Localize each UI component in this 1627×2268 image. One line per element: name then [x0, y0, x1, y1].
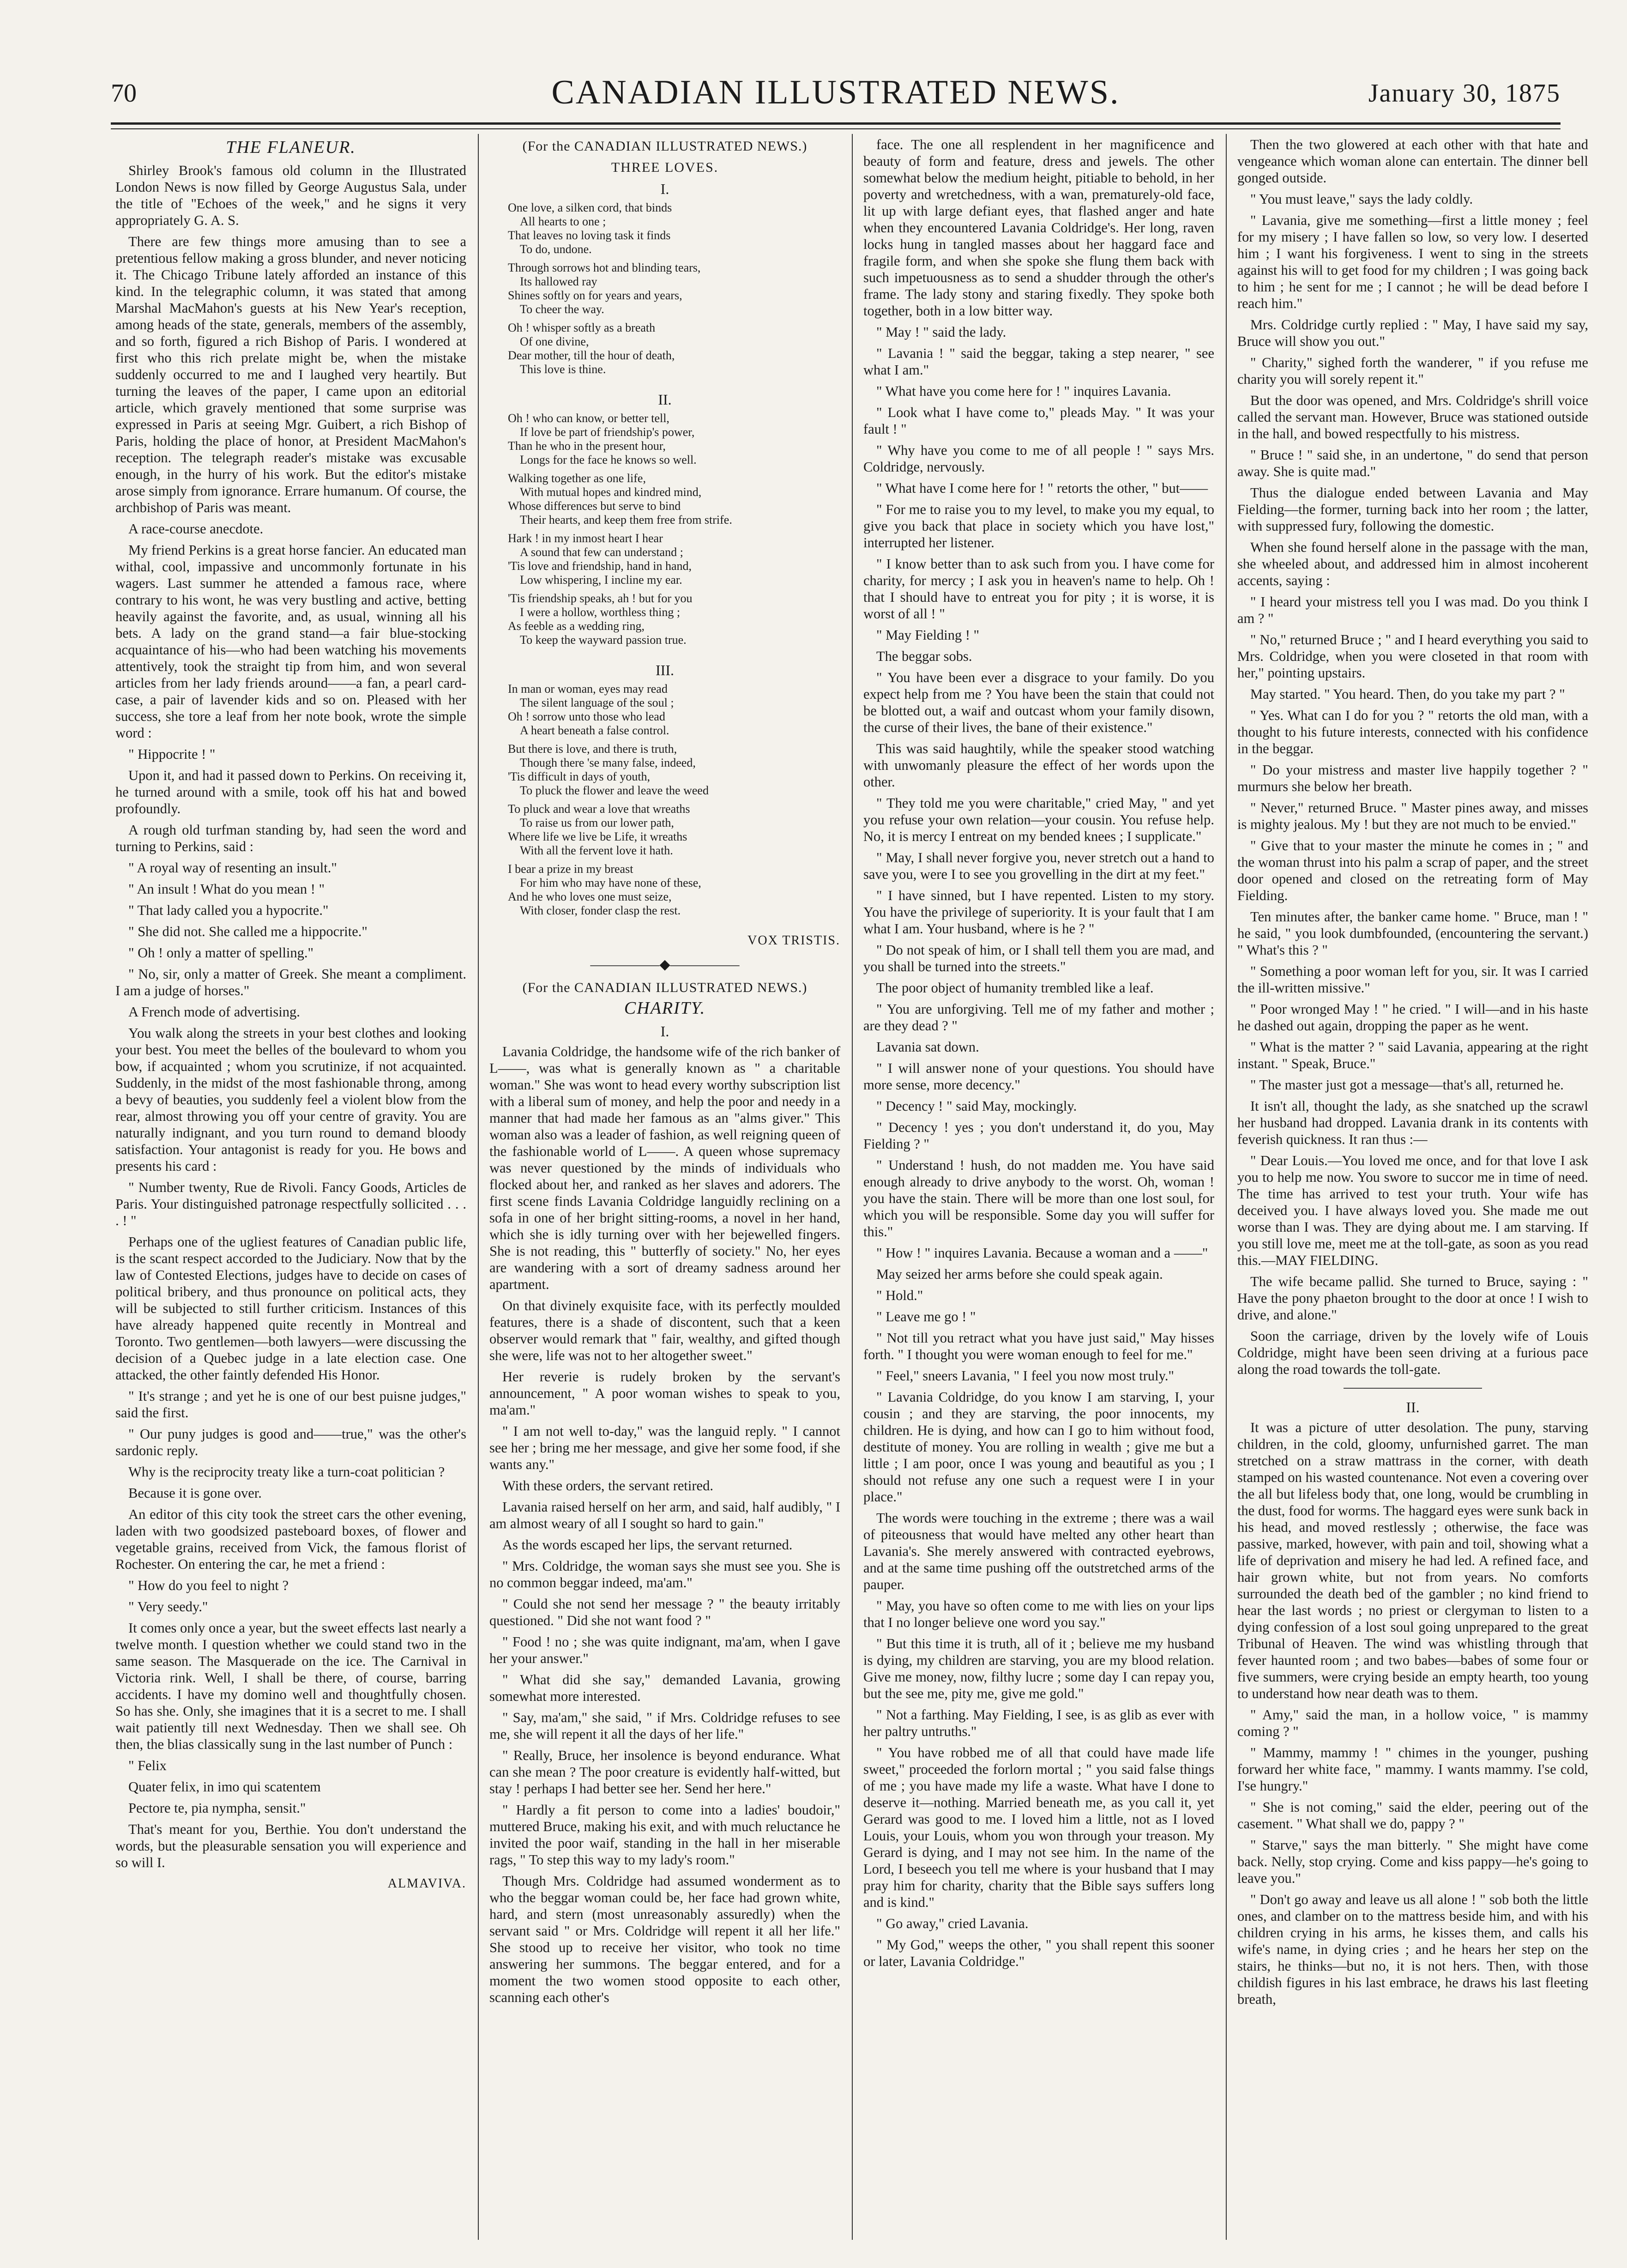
story-paragraph: " Why have you come to me of all people ! " says Mrs. Coldridge, nervously.	[863, 442, 1214, 475]
story-paragraph: With these orders, the servant retired.	[502, 1478, 713, 1494]
story-paragraph: Then the two glowered at each other with that hate and vengeance which woman alone can entertain. The dinner bell gonged outside.	[1237, 137, 1588, 186]
story-paragraph: " May, I shall never forgive you, never stretch out a hand to save you, were I to see you grovelling in the dirt at my feet."	[863, 850, 1214, 882]
flaneur-paragraph: " That lady called you a hypocrite."	[128, 902, 329, 918]
poem-part-three	[508, 682, 840, 922]
story-paragraph: " May ! " said the lady.	[876, 324, 1006, 340]
flaneur-paragraph: " It's strange ; and yet he is one of our best puisne judges," said the first.	[115, 1388, 466, 1421]
poem-line: 'Tis difficult in days of youth,	[508, 770, 651, 783]
flaneur-paragraph: Pectore te, pia nympha, sensit."	[128, 1800, 306, 1816]
story-paragraph: " Hardly a fit person to come into a ladies' boudoir," muttered Bruce, making his exit, and with much reluctance he invited the poor waif, standing in the hall in her miserable rags, " To step this way to my lady's room."	[489, 1802, 840, 1868]
story-paragraph: " Look what I have come to," pleads May. " It was your fault ! "	[863, 405, 1214, 437]
story-paragraph: " Could she not send her message ? " the beauty irritably questioned. " Did she not want food ? "	[489, 1596, 840, 1628]
flaneur-paragraph: Upon it, and had it passed down to Perkins. On receiving it, he turned around with a smile, took off his hat and bowed profoundly.	[115, 768, 466, 816]
poem-line: To raise us from our lower path,	[520, 816, 674, 829]
story-paragraph: " May Fielding ! "	[876, 627, 980, 643]
flaneur-paragraph: Quater felix, in imo qui scatentem	[128, 1779, 321, 1795]
story-paragraph: " Dear Louis.—You loved me once, and for that love I ask you to help me now. You swore to succor me in time of need. The time has arrived to test your truth. Your wife has deceived you. I have always loved you. She made me out worse than I was. They are dying about me. I am starving. If you still love me, meet me at the toll-gate, as soon as you read this.—MAY FIELDING.	[1237, 1153, 1588, 1268]
story-paragraph: May started. " You heard. Then, do you take my part ? "	[1250, 686, 1565, 702]
story-body-col3	[863, 136, 1214, 1970]
story-paragraph: " I will answer none of your questions. You should have more sense, more decency."	[863, 1060, 1214, 1093]
story-paragraph: " Charity," sighed forth the wanderer, " if you refuse me charity you will sorely repent it."	[1237, 355, 1588, 387]
story-paragraph: " Don't go away and leave us all alone ! " sob both the little ones, and clamber on to the mattress beside him, and with his children crying in his arms, he kisses them, and calls his wife's name, in dying cries ; and he hears her step on the stairs, he thinks—but no, it is not hers. Then, with those childish figures in his last embrace, he draws his last fleeting breath,	[1237, 1892, 1588, 2007]
poem-line: To pluck and wear a love that wreaths	[508, 802, 690, 816]
story-paragraph: " Hold."	[876, 1288, 923, 1303]
story-paragraph: It isn't all, thought the lady, as she snatched up the scrawl her husband had dropped. Lavania drank in its contents with feverish quickness. It ran thus :—	[1237, 1098, 1588, 1147]
poem-part-one	[508, 201, 840, 381]
story-paragraph: Ten minutes after, the banker came home. " Bruce, man ! " he said, " you look dumbfounded, (encountering the servant.) " What's this ? "	[1237, 909, 1588, 958]
poem-part-two	[508, 411, 840, 652]
poem-line: Their hearts, and keep them free from strife.	[520, 513, 732, 526]
poem-line: Oh ! who can know, or better tell,	[508, 411, 669, 425]
poem-line: Than he who in the present hour,	[508, 439, 666, 453]
story-paragraph: When she found herself alone in the passage with the man, she wheeled about, and addressed him in almost incoherent accents, saying :	[1237, 539, 1588, 588]
poem-signature: VOX TRISTIS.	[747, 933, 840, 948]
story-paragraph: Mrs. Coldridge curtly replied : " May, I have said my say, Bruce will show you out."	[1237, 317, 1588, 349]
story-paragraph: " Say, ma'am," she said, " if Mrs. Coldridge refuses to see me, she will repent it all the days of her life."	[489, 1710, 840, 1742]
poem-line: One love, a silken cord, that binds	[508, 201, 672, 214]
poem-line: All hearts to one ;	[520, 215, 606, 228]
poem-line: The silent language of the soul ;	[520, 696, 674, 709]
flaneur-paragraph: " Number twenty, Rue de Rivoli. Fancy Goods, Articles de Paris. Your distinguished patronage respectfully sollicited . . . . ! "	[115, 1179, 466, 1228]
story-paragraph: Lavania raised herself on her arm, and said, half audibly, " I am almost weary of all I sought so hard to gain."	[489, 1499, 840, 1531]
flaneur-paragraph: " Oh ! only a matter of spelling."	[128, 945, 313, 961]
story-paragraph: " What did she say," demanded Lavania, growing somewhat more interested.	[489, 1672, 840, 1704]
poem-line: To cheer the way.	[520, 302, 604, 316]
story-paragraph: " Lavania, give me something—first a little money ; feel for my misery ; I have fallen so low, so very low. I deserted him ; I want his forgiveness. I went to sing in the streets against his will to get food for my children ; I was going back to him ; he sent for me ; I cannot ; he will be dead before I reach him."	[1237, 212, 1588, 311]
story-part-one-number: I.	[660, 1023, 669, 1040]
flaneur-signature: ALMAVIVA.	[387, 1876, 466, 1891]
masthead	[111, 69, 1561, 125]
story-paragraph: Lavania Coldridge, the handsome wife of the rich banker of L——, was what is generally known as " a charitable woman." She was wont to head every worthy subscription list with a liberal sum of money, and help the poor and needy in a manner that had made her famous as an "alms giver." This woman also was a leader of fashion, as well reigning queen of the fashionable world of L——. A queen whose supremacy was never questioned by the minds of individuals who flocked about her, and ranked as her slaves and adorers. The first scene finds Lavania Coldridge languidly reclining on a sofa in one of her bright sitting-rooms, a novel in her hand, which she is idly turning over with her bejewelled fingers. She is not reading, this " butterfly of society." No, her eyes are wandering with a sort of dreamy sadness around her apartment.	[489, 1044, 840, 1292]
story-paragraph: " Understand ! hush, do not madden me. You have said enough already to drive anybody to the worst. Oh, woman ! you have the stain. There will be more than one lost soul, for which you will be responsible. Some day you will suffer for this."	[863, 1157, 1214, 1240]
story-body-col2	[489, 1043, 840, 2006]
story-paragraph: " Starve," says the man bitterly. " She might have come back. Nelly, stop crying. Come and kiss pappy—he's going to leave you."	[1237, 1837, 1588, 1886]
poem-line: Through sorrows hot and blinding tears,	[508, 261, 701, 274]
poem-line: This love is thine.	[520, 363, 606, 376]
flaneur-paragraph: There are few things more amusing than to see a pretentious fellow making a gross blunder, and never noticing it. The Chicago Tribune lately afforded an instance of this kind. In the telegraphic column, it was stated that among Marshal MacMahon's guests at his New Year's reception, among heads of the state, generals, members of the assembly, and so forth, figured a rich Bishop of Paris. I wondered at first who this rich prelate might be, when the mistake suddenly occurred to me and I laughed very heartily. But turning the leaves of the paper, I came upon an editorial article, which gravely mentioned that some surprise was expressed in Paris at seeing Mgr. Guibert, a rich Bishop of Paris, holding the place of honor, at President MacMahon's reception. The telegraph reader's mistake was excusable enough, in the hurry of his work. But the editor's mistake arose simply from ignorance. Errare humanum. Of course, the archbishop of Paris was meant.	[115, 234, 466, 515]
story-paragraph: " Yes. What can I do for you ? " retorts the old man, with a thought to his future interests, connected with his confidence in the beggar.	[1237, 708, 1588, 756]
story-part-two-number: II.	[1406, 1399, 1420, 1415]
story-paragraph: " I know better than to ask such from you. I have come for charity, for mercy ; I ask you in heaven's name to help. Oh ! that I should have to entreat you for pity ; it is worse, it is worst of all ! "	[863, 556, 1214, 622]
flaneur-paragraph: A rough old turfman standing by, had seen the word and turning to Perkins, said :	[115, 822, 466, 854]
poem-line: Walking together as one life,	[508, 472, 646, 485]
poem-line: Oh ! sorrow unto those who lead	[508, 710, 665, 723]
story-paragraph: " Not till you retract what you have just said," May hisses forth. " I thought you were woman enough to feel for me."	[863, 1330, 1214, 1362]
column-four	[1237, 136, 1588, 2233]
poem-line: A sound that few can understand ;	[520, 545, 683, 559]
issue-date: January 30, 1875	[1368, 79, 1561, 108]
poem-line: Hark ! in my inmost heart I hear	[508, 532, 663, 545]
flaneur-paragraph: An editor of this city took the street cars the other evening, laden with two goodsized pasteboard boxes, of flower and vegetable grains, received from Vick, the famous florist of Rochester. On entering the car, he met a friend :	[115, 1506, 466, 1572]
section-ornament: —————◆—————	[590, 957, 740, 972]
column-divider	[478, 134, 479, 2240]
poem-line: That leaves no loving task it finds	[508, 229, 671, 242]
story-paragraph: " I have sinned, but I have repented. Listen to my story. You have the privilege of superiority. It is your fault that I am what I am. Your husband, where is he ? "	[863, 888, 1214, 937]
story-paragraph: The words were touching in the extreme ; there was a wail of piteousness that would have melted any other heart than Lavania's. She merely answered with contracted eyebrows, and at the same time pushing off the outstretched arms of the pauper.	[863, 1510, 1214, 1592]
story-paragraph: This was said haughtily, while the speaker stood watching with unwomanly pleasure the effect of her words upon the other.	[863, 741, 1214, 790]
flaneur-paragraph: " How do you feel to night ?	[128, 1578, 289, 1593]
flaneur-paragraph: " No, sir, only a matter of Greek. She meant a compliment. I am a judge of horses."	[115, 966, 466, 998]
story-paragraph: " The master just got a message—that's all, returned he.	[1250, 1077, 1564, 1093]
poem-line: Though there 'se many false, indeed,	[520, 756, 696, 769]
poem-line: Shines softly on for years and years,	[508, 289, 682, 302]
story-title: CHARITY.	[624, 998, 706, 1018]
flaneur-paragraph: " Felix	[128, 1758, 167, 1773]
poem-line: To pluck the flower and leave the weed	[520, 784, 709, 797]
poem-line: Where life we live be Life, it wreaths	[508, 830, 687, 843]
poem-line: 'Tis love and friendship, hand in hand,	[508, 559, 692, 573]
poem-part-two-number: II.	[658, 391, 672, 408]
poem-line: Longs for the face he knows so well.	[520, 453, 697, 466]
story-paragraph: " Go away," cried Lavania.	[876, 1916, 1029, 1931]
poem-line: To do, undone.	[520, 242, 592, 256]
poem-line: With all the fervent love it hath.	[520, 844, 673, 857]
flaneur-paragraph: " She did not. She called me a hippocrite."	[128, 924, 368, 939]
story-paragraph: But the door was opened, and Mrs. Coldridge's shrill voice called the servant man. However, Bruce was stationed outside in the hall, and bowed respectfully to his mistress.	[1237, 393, 1588, 442]
poem-line: Low whispering, I incline my ear.	[520, 573, 682, 587]
story-paragraph: " Leave me go ! "	[876, 1309, 976, 1325]
page-number: 70	[111, 79, 137, 108]
flaneur-paragraph: My friend Perkins is a great horse fancier. An educated man withal, cool, impassive and uncommonly fortunate in his wagers. Last summer he attended a famous race, where contrary to his wont, he was very bustling and active, betting heavily against the favorite, and, as usual, winning all his bets. A lady on the grand stand—a fair blue-stocking acquaintance of his—who had been watching his movements attentively, took the straight tip from him, and won several articles from her lady friends around——a fan, a pearl card-case, a pair of lavender kids and so on. Pleased with her success, she tore a leaf from her note book, wrote the simple word :	[115, 542, 466, 741]
story-paragraph: " Do not speak of him, or I shall tell them you are mad, and you shall be turned into the streets."	[863, 942, 1214, 974]
flaneur-paragraph: Perhaps one of the ugliest features of Canadian public life, is the scant respect accorded to the Judiciary. Now that by the law of Contested Elections, judges have to decide on cases of political bribery, and thus pronounce on political acts, they will be subjected to still further criticism. Instances of this have already happened quite recently in Montreal and Toronto. Two gentlemen—both lawyers—were discussing the decision of a Quebec judge in a late election case. One attacked, the other faintly defended His Honor.	[115, 1234, 466, 1383]
flaneur-paragraph: A French mode of advertising.	[128, 1004, 300, 1020]
masthead-rule	[111, 122, 1561, 125]
story-paragraph: " No," returned Bruce ; " and I heard everything you said to Mrs. Coldridge, when you were closeted in that room with her," pointing upstairs.	[1237, 632, 1588, 681]
story-part-two-body	[1237, 1419, 1588, 2008]
poem-line: Its hallowed ray	[520, 275, 597, 288]
story-paragraph: Her reverie is rudely broken by the servant's announcement, " A poor woman wishes to speak to you, ma'am."	[489, 1369, 840, 1418]
poem-line: Of one divine,	[520, 335, 589, 348]
flaneur-paragraph: It comes only once a year, but the sweet effects last nearly a twelve month. I question whether we could stand two in the same season. The Masquerade on the ice. The Carnival in Victoria rink. Well, I shall be there, of course, barring accidents. I have my domino well and thoughtfully chosen. So has she. Only, she imagines that it is a secret to me. I shall wait patiently till next Wednesday. Then we shall see. Oh then, the blias classically sung in the last number of Punch :	[115, 1620, 466, 1752]
poem-line: I were a hollow, worthless thing ;	[520, 605, 681, 619]
flaneur-paragraph: Shirley Brook's famous old column in the Illustrated London News is now filled by George Augustus Sala, under the title of "Echoes of the week," and he signs it very appropriately G. A. S.	[115, 163, 466, 228]
poem-line: Dear mother, till the hour of death,	[508, 349, 675, 362]
flaneur-paragraph: You walk along the streets in your best clothes and looking your best. You meet the belles of the boulevard to whom you bow, if acquainted ; whom you scrutinize, if not acquainted. Suddenly, in the midst of the most fashionable throng, among a bevy of beauties, you suddenly feel a violent blow from the rear, almost throwing you off your centre of gravity. You are naturally indignant, and you turn round to demand bloody satisfaction. Your antagonist is ready for you. He bows and presents his card :	[115, 1025, 466, 1174]
poem-line: I bear a prize in my breast	[508, 862, 633, 876]
story-paragraph: " Poor wronged May ! " he cried. " I will—and in his haste he dashed out again, dropping the paper as he went.	[1237, 1001, 1588, 1034]
poem-line: 'Tis friendship speaks, ah ! but for you	[508, 592, 693, 605]
column-flaneur	[115, 136, 466, 2233]
story-paragraph: Lavania sat down.	[876, 1039, 979, 1055]
poem-line: As feeble as a wedding ring,	[508, 619, 645, 633]
story-paragraph: " What is the matter ? " said Lavania, appearing at the right instant. " Speak, Bruce."	[1237, 1039, 1588, 1071]
story-paragraph: " Decency ! " said May, mockingly.	[876, 1098, 1077, 1114]
story-paragraph: " Decency ! yes ; you don't understand it, do you, May Fielding ? "	[863, 1119, 1214, 1152]
story-paragraph: " Something a poor woman left for you, sir. It was I carried the ill-written missive."	[1237, 963, 1588, 996]
story-credit: (For the CANADIAN ILLUSTRATED NEWS.)	[522, 980, 807, 995]
poem-line: With mutual hopes and kindred mind,	[520, 485, 702, 499]
story-paragraph: " Mrs. Coldridge, the woman says she must see you. She is no common beggar indeed, ma'am."	[489, 1558, 840, 1591]
story-paragraph: " Lavania ! " said the beggar, taking a step nearer, " see what I am."	[863, 345, 1214, 378]
story-paragraph: " They told me you were charitable," cried May, " and yet you refuse your own relation—your cousin. You refuse help. No, it is mercy I entreat on my bended knees ; I supplicate."	[863, 795, 1214, 844]
poem-title: THREE LOVES.	[611, 160, 719, 175]
column-divider	[1226, 134, 1227, 2240]
story-paragraph: " Lavania Coldridge, do you know I am starving, I, your cousin ; and they are starving, the poor innocents, my children. He is dying, and how can I go to him without food, destitute of money. You are rolling in wealth ; give me but a little ; I am poor, once I was young and beautiful as you ; I should not refuse any one such a request were I in your place."	[863, 1389, 1214, 1505]
flaneur-paragraph: " Hippocrite ! "	[128, 746, 216, 762]
poem-line: A heart beneath a false control.	[520, 724, 669, 737]
story-paragraph: " Bruce ! " said she, in an undertone, " do send that person away. She is quite mad."	[1237, 447, 1588, 479]
story-paragraph: " Not a farthing. May Fielding, I see, is as glib as ever with her paltry untruths."	[863, 1707, 1214, 1739]
story-paragraph: May seized her arms before she could speak again.	[876, 1266, 1163, 1282]
story-paragraph: " Amy," said the man, in a hollow voice, " is mammy coming ? "	[1237, 1707, 1588, 1739]
flaneur-paragraph: A race-course anecdote.	[128, 521, 264, 537]
story-paragraph: " Mammy, mammy ! " chimes in the younger, pushing forward her white face, " mammy. I wants mammy. I'se cold, I'se hungry."	[1237, 1745, 1588, 1794]
poem-part-one-number: I.	[660, 181, 669, 197]
story-paragraph: " Give that to your master the minute he comes in ; " and the woman thrust into his palm a scrap of paper, and the street door opened and closed on the retreating form of May Fielding.	[1237, 838, 1588, 903]
story-paragraph: The wife became pallid. She turned to Bruce, saying : " Have the pony phaeton brought to the door at once ! I wish to drive, and alone."	[1237, 1274, 1588, 1323]
story-paragraph: " How ! " inquires Lavania. Because a woman and a ——"	[876, 1245, 1208, 1261]
story-paragraph: " For me to raise you to my level, to make you my equal, to give you back that place in society which you have lost," interrupted her listener.	[863, 502, 1214, 550]
poem-line: Whose differences but serve to bind	[508, 499, 681, 513]
section-separator	[1344, 1388, 1482, 1389]
poem-line: For him who may have none of these,	[520, 876, 701, 889]
poem-line: With closer, fonder clasp the rest.	[520, 904, 681, 917]
story-paragraph: " But this time it is truth, all of it ; believe me my husband is dying, my children are starving, you are my blood relation. Give me money, now, filthy lucre ; some day I can repay you, but the see me, pity me, give me gold."	[863, 1636, 1214, 1701]
poem-line: But there is love, and there is truth,	[508, 742, 677, 756]
story-paragraph: It was a picture of utter desolation. The puny, starving children, in the cold, gloomy, unfurnished garret. The man stretched on a straw mattrass in the corner, with death stamped on his wasted countenance. Not even a covering over the all but lifeless body that, one long, would be crumbling in the dust, food for worms. The haggard eyes were sunk back in his head, and moved restlessly ; otherwise, the face was passive, marked, however, with pain and toil, showing what a life of deprivation and misery he had led. A refined face, and hair grown white, but not from years. No comforts surrounded the death bed of the gambler ; no kind friend to hear the last words ; no priest or clergyman to listen to a dying confession of a lost soul going unprepared to the great Tribunal of Heaven. The wind was whistling through that fever haunted room ; and two babes—babes of some four or five summers, were crying beside an empty hearth, too young to understand how near death was to them.	[1237, 1420, 1588, 1701]
story-paragraph: " Feel," sneers Lavania, " I feel you now most truly."	[876, 1368, 1174, 1384]
story-paragraph: As the words escaped her lips, the servant returned.	[502, 1537, 793, 1553]
story-paragraph: " You are unforgiving. Tell me of my father and mother ; are they dead ? "	[863, 1001, 1214, 1034]
story-paragraph: " Never," returned Bruce. " Master pines away, and misses is mighty jealous. My ! but they are not much to be envied."	[1237, 800, 1588, 832]
flaneur-paragraph: " Our puny judges is good and——true," was the other's sardonic reply.	[115, 1426, 466, 1458]
story-paragraph: " You have been ever a disgrace to your family. Do you expect help from me ? You have been the stain that could not be blotted out, a waif and outcast whom your family disown, the curse of their lives, the bane of their existence."	[863, 670, 1214, 735]
column-divider	[852, 134, 853, 2240]
poem-line: If love be part of friendship's power,	[520, 425, 695, 439]
flaneur-paragraph: " An insult ! What do you mean ! "	[128, 881, 325, 897]
column-three	[863, 136, 1214, 2233]
story-paragraph: The poor object of humanity trembled like a leaf.	[876, 980, 1154, 996]
story-paragraph: " Do your mistress and master live happily together ? " murmurs she below her breath.	[1237, 762, 1588, 794]
column-two	[489, 136, 840, 2233]
story-paragraph: " She is not coming," said the elder, peering out of the casement. " What shall we do, pappy ? "	[1237, 1799, 1588, 1832]
poem-line: To keep the wayward passion true.	[520, 633, 687, 647]
masthead-rule-thin	[111, 128, 1561, 129]
story-paragraph: The beggar sobs.	[876, 648, 972, 664]
flaneur-paragraph: That's meant for you, Berthie. You don't understand the words, but the pleasurable sensation you will experience and so will I.	[115, 1821, 466, 1870]
story-paragraph: " Food ! no ; she was quite indignant, ma'am, when I gave her your answer."	[489, 1634, 840, 1666]
story-paragraph: " What have you come here for ! " inquires Lavania.	[876, 383, 1171, 399]
story-paragraph: face. The one all resplendent in her magnificence and beauty of form and feature, dress and jewels. The other somewhat below the medium height, pitiable to behold, in her poverty and wretchedness, with a wan, prematurely-old face, lit up with large defiant eyes, that flashed anger and hate when they encountered Lavania Coldridge's. Her long, raven locks hung in tangled masses about her haggard face and fragile form, and when she spoke she flung them back with such impetuousness as to send a shudder through the other's frame. The lady stony and staring fixedly. They spoke both together, both in a low bitter way.	[863, 137, 1214, 319]
story-paragraph: " Really, Bruce, her insolence is beyond endurance. What can she mean ? The poor creature is evidently half-witted, but stay ! perhaps I had better see her. Send her here."	[489, 1748, 840, 1796]
flaneur-paragraph: Why is the reciprocity treaty like a turn-coat politician ?	[128, 1464, 445, 1480]
story-paragraph: " I heard your mistress tell you I was mad. Do you think I am ? "	[1237, 594, 1588, 626]
story-paragraph: " You have robbed me of all that could have made life sweet," proceeded the forlorn mortal ; " you said false things of me ; you have made my life a waste. What have I done to deserve it—nothing. Married beneath me, as you call it, yet Gerard was good to me. I loved him a little, not as I loved Louis, your Louis, whom you won through your treason. My Gerard is dying, and I may not see him. In the name of the Lord, I beseech you tell me where is your husband that I may pray him for charity, charity that the Bible says suffers long and is kind."	[863, 1745, 1214, 1910]
story-paragraph: On that divinely exquisite face, with its perfectly moulded features, there is a shade of discontent, such that a keen observer would remark that " fair, wealthy, and gifted though she were, life was not to her altogether sweet."	[489, 1298, 840, 1363]
story-paragraph: " What have I come here for ! " retorts the other, " but——	[876, 480, 1208, 496]
story-paragraph: Though Mrs. Coldridge had assumed wonderment as to who the beggar woman could be, her face had grown white, hard, and stern (most unreasonably assuredly) when the servant said " or Mrs. Coldridge will repent it all her life." She stood up to receive her visitor, who took no time answering her summons. The beggar entered, and for a moment the two women stood opposite to each other, scanning each other's	[489, 1873, 840, 2005]
story-paragraph: " My God," weeps the other, " you shall repent this sooner or later, Lavania Coldridge."	[863, 1937, 1214, 1969]
story-paragraph: " May, you have so often come to me with lies on your lips that I no longer believe one word you say."	[863, 1598, 1214, 1630]
poem-credit: (For the CANADIAN ILLUSTRATED NEWS.)	[522, 139, 807, 154]
story-body-col4	[1237, 136, 1588, 1378]
flaneur-heading: THE FLANEUR.	[226, 138, 356, 157]
newspaper-title: CANADIAN ILLUSTRATED NEWS.	[551, 73, 1120, 111]
flaneur-paragraph: " A royal way of resenting an insult."	[128, 860, 337, 876]
poem-line: Oh ! whisper softly as a breath	[508, 321, 656, 334]
story-paragraph: " You must leave," says the lady coldly.	[1250, 191, 1473, 207]
poem-line: And he who loves one must seize,	[508, 890, 672, 903]
flaneur-paragraph: Because it is gone over.	[128, 1485, 262, 1501]
story-paragraph: Thus the dialogue ended between Lavania and May Fielding—the former, turning back into her room ; the latter, with suppressed fury, following the domestic.	[1237, 485, 1588, 534]
story-paragraph: Soon the carriage, driven by the lovely wife of Louis Coldridge, might have been seen driving at a furious pace along the road towards the toll-gate.	[1237, 1328, 1588, 1377]
flaneur-body	[115, 162, 466, 1871]
poem-part-three-number: III.	[656, 662, 674, 678]
flaneur-paragraph: " Very seedy."	[128, 1599, 208, 1615]
poem-line: In man or woman, eyes may read	[508, 682, 668, 696]
story-paragraph: " I am not well to-day," was the languid reply. " I cannot see her ; bring me her message, and give her some food, if she wants any."	[489, 1423, 840, 1472]
